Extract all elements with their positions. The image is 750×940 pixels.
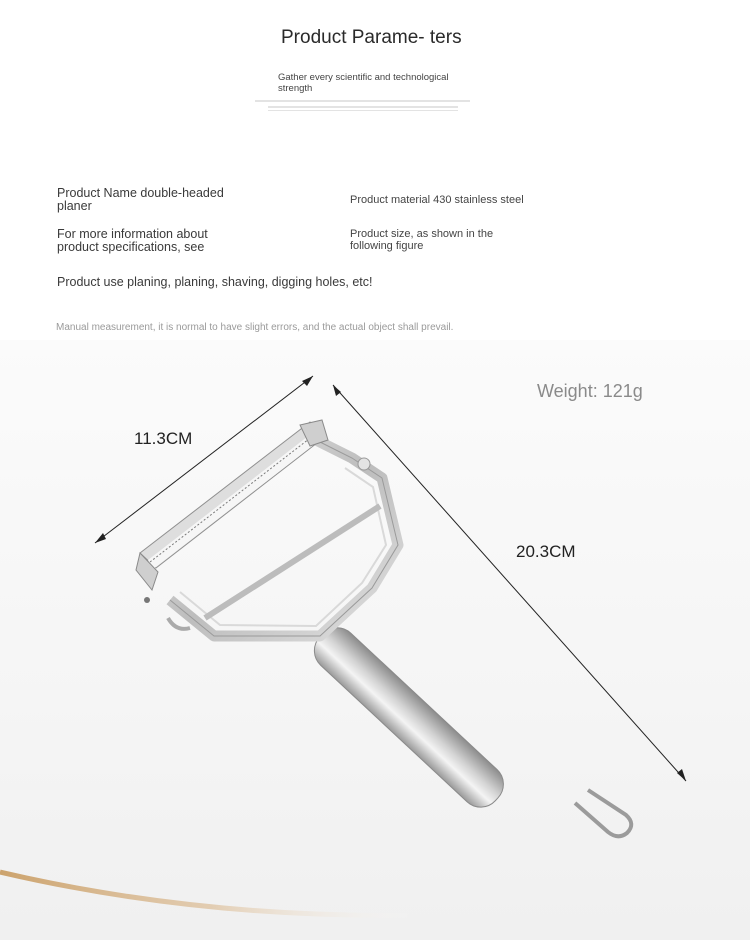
page-title: Product Parame- ters (281, 27, 462, 48)
peeler-handle (306, 620, 631, 837)
product-weight: Weight: 121g (537, 381, 643, 401)
page-subtitle: Gather every scientific and technological strength (278, 72, 449, 94)
param-product-use: Product use planing, planing, shaving, digging holes, etc! (57, 275, 373, 289)
decorative-swoosh (0, 872, 420, 915)
length-label: 20.3CM (516, 542, 576, 561)
param-product-specs: For more information about product specifications, see (57, 227, 208, 254)
param-product-size: Product size, as shown in the following figure (350, 228, 494, 252)
param-product-material: Product material 430 stainless steel (350, 194, 524, 206)
width-label: 11.3CM (134, 429, 193, 448)
measurement-note: Manual measurement, it is normal to have slight errors, and the actual object shall prevail. (56, 322, 454, 333)
param-product-name: Product Name double-headed planer (57, 186, 224, 213)
